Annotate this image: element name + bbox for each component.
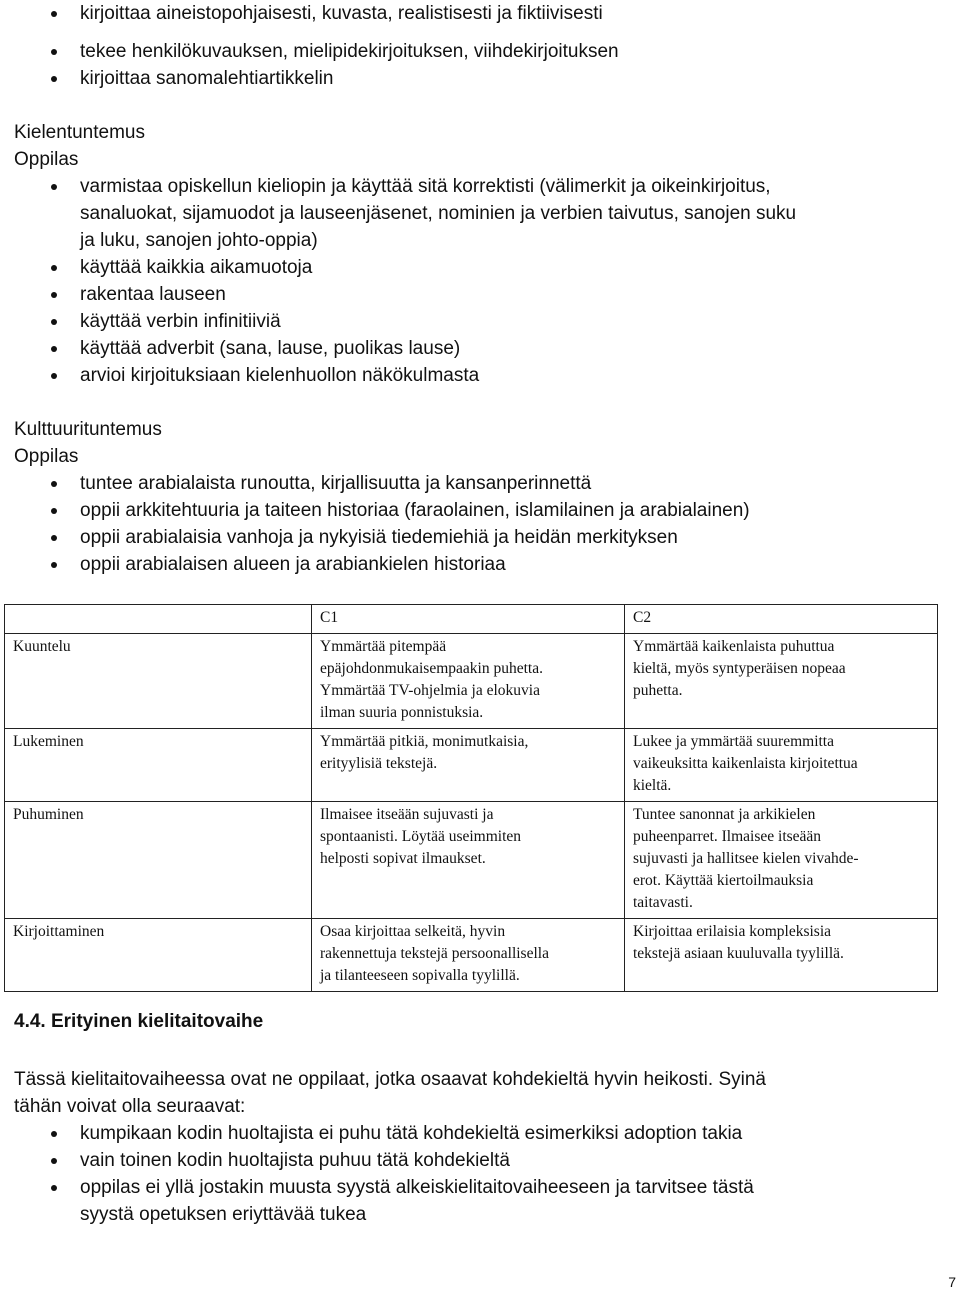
table-row: [5, 919, 938, 992]
c2-cell: [625, 802, 938, 919]
section-44-list: [14, 1120, 934, 1228]
cell-line: Lukee ja ymmärtää suuremmitta: [633, 733, 834, 750]
list-item: tuntee arabialaista runoutta, kirjallisuutta ja kansanperinnettä: [14, 470, 940, 497]
line: sanaluokat, sijamuodot ja lauseenjäsenet, nominien ja verbien taivutus, sanojen suku: [80, 203, 797, 224]
cell-line: spontaanisti. Löytää useimmiten: [320, 828, 522, 845]
cell-line: Tuntee sanonnat ja arkikielen: [633, 806, 816, 823]
cell-line: kieltä, myös syntyperäisen nopeaa: [633, 660, 846, 677]
header-cell: C1: [312, 605, 625, 634]
section-subheading: Oppilas: [14, 446, 79, 467]
cell-line: Ymmärtää pitempää: [320, 638, 447, 655]
list-item: tekee henkilökuvauksen, mielipidekirjoituksen, viihdekirjoituksen: [14, 38, 940, 65]
cell-line: epäjohdonmukaisempaakin puhetta.: [320, 660, 543, 677]
header-cell: [5, 605, 312, 634]
cell-line: rakennettuja tekstejä persoonallisella: [320, 945, 549, 962]
list-item: kumpikaan kodin huoltajista ei puhu tätä kohdekieltä esimerkiksi adoption takia: [14, 1120, 934, 1147]
paragraph-line: tähän voivat olla seuraavat:: [14, 1096, 246, 1117]
kulttuurituntemus-section: [14, 416, 940, 578]
kielentuntemus-list: [14, 173, 940, 389]
list-item: oppii arkkitehtuuria ja taiteen historiaa (faraolainen, islamilainen ja arabialainen): [14, 497, 940, 524]
c2-cell: [625, 634, 938, 729]
section-title: 4.4. Erityinen kielitaitovaihe: [14, 1011, 264, 1032]
paragraph-line: Tässä kielitaitovaiheessa ovat ne oppilaat, jotka osaavat kohdekieltä hyvin heikosti. Syinä: [14, 1069, 766, 1090]
c1-cell: [312, 919, 625, 992]
cell-line: tekstejä asiaan kuuluvalla tyylillä.: [633, 945, 844, 962]
cell-line: puhetta.: [633, 682, 683, 699]
page-number: 7: [948, 1274, 956, 1290]
cell-line: puheenparret. Ilmaisee itseään: [633, 828, 822, 845]
table-header-row: [5, 605, 938, 634]
list-item: oppii arabialaisen alueen ja arabiankielen historiaa: [14, 551, 940, 578]
kulttuurituntemus-list: [14, 470, 940, 578]
section-heading: Kielentuntemus: [14, 122, 145, 143]
skill-level-table: [4, 604, 938, 992]
kielentuntemus-section: [14, 119, 940, 389]
writing-tasks-section: [14, 0, 940, 92]
list-item: käyttää adverbit (sana, lause, puolikas lause): [14, 335, 940, 362]
skill-cell: Lukeminen: [5, 729, 312, 802]
cell-line: erot. Käyttää kiertoilmauksia: [633, 872, 814, 889]
list-item: oppii arabialaisia vanhoja ja nykyisiä tiedemiehiä ja heidän merkityksen: [14, 524, 940, 551]
skill-cell: Kuuntelu: [5, 634, 312, 729]
list-item: vain toinen kodin huoltajista puhuu tätä kohdekieltä: [14, 1147, 934, 1174]
table-row: [5, 802, 938, 919]
cell-line: taitavasti.: [633, 894, 693, 911]
section-44-body: [14, 1066, 934, 1228]
cell-line: kieltä.: [633, 777, 672, 794]
c1-cell: [312, 802, 625, 919]
list-item: arvioi kirjoituksiaan kielenhuollon näkökulmasta: [14, 362, 940, 389]
cell-line: erityylisiä tekstejä.: [320, 755, 438, 772]
c1-cell: [312, 729, 625, 802]
list-item: [14, 1174, 934, 1228]
cell-line: vaikeuksitta kaikenlaista kirjoitettua: [633, 755, 858, 772]
header-cell: C2: [625, 605, 938, 634]
list-item: [14, 173, 940, 254]
cell-line: Ilmaisee itseään sujuvasti ja: [320, 806, 494, 823]
section-heading: Kulttuurituntemus: [14, 419, 162, 440]
list-item: käyttää verbin infinitiiviä: [14, 308, 940, 335]
list-item: kirjoittaa sanomalehtiartikkelin: [14, 65, 940, 92]
cell-line: Kirjoittaa erilaisia kompleksisia: [633, 923, 832, 940]
line: oppilas ei yllä jostakin muusta syystä alkeiskielitaitovaiheeseen ja tarvitsee tästä: [80, 1177, 754, 1198]
cell-line: sujuvasti ja hallitsee kielen vivahde-: [633, 850, 859, 867]
c2-cell: [625, 729, 938, 802]
cell-line: Osaa kirjoittaa selkeitä, hyvin: [320, 923, 506, 940]
c2-cell: [625, 919, 938, 992]
cell-line: Ymmärtää pitkiä, monimutkaisia,: [320, 733, 529, 750]
table-row: [5, 729, 938, 802]
cell-line: helposti sopivat ilmaukset.: [320, 850, 486, 867]
list-item: kirjoittaa aineistopohjaisesti, kuvasta, realistisesti ja fiktiivisesti: [14, 0, 940, 27]
cell-line: ilman suuria ponnistuksia.: [320, 704, 484, 721]
list-item: rakentaa lauseen: [14, 281, 940, 308]
table-row: [5, 634, 938, 729]
writing-tasks-list: [14, 0, 940, 92]
section-subheading: Oppilas: [14, 149, 79, 170]
line: ja luku, sanojen johto-oppia): [80, 230, 318, 251]
line: varmistaa opiskellun kieliopin ja käyttää sitä korrektisti (välimerkit ja oikeinkirjoitus,: [80, 176, 771, 197]
cell-line: ja tilanteeseen sopivalla tyylillä.: [320, 967, 520, 984]
skill-cell: Kirjoittaminen: [5, 919, 312, 992]
line: syystä opetuksen eriyttävää tukea: [80, 1204, 367, 1225]
cell-line: Ymmärtää TV-ohjelmia ja elokuvia: [320, 682, 540, 699]
cell-line: Ymmärtää kaikenlaista puhuttua: [633, 638, 835, 655]
skill-cell: Puhuminen: [5, 802, 312, 919]
list-item: käyttää kaikkia aikamuotoja: [14, 254, 940, 281]
c1-cell: [312, 634, 625, 729]
